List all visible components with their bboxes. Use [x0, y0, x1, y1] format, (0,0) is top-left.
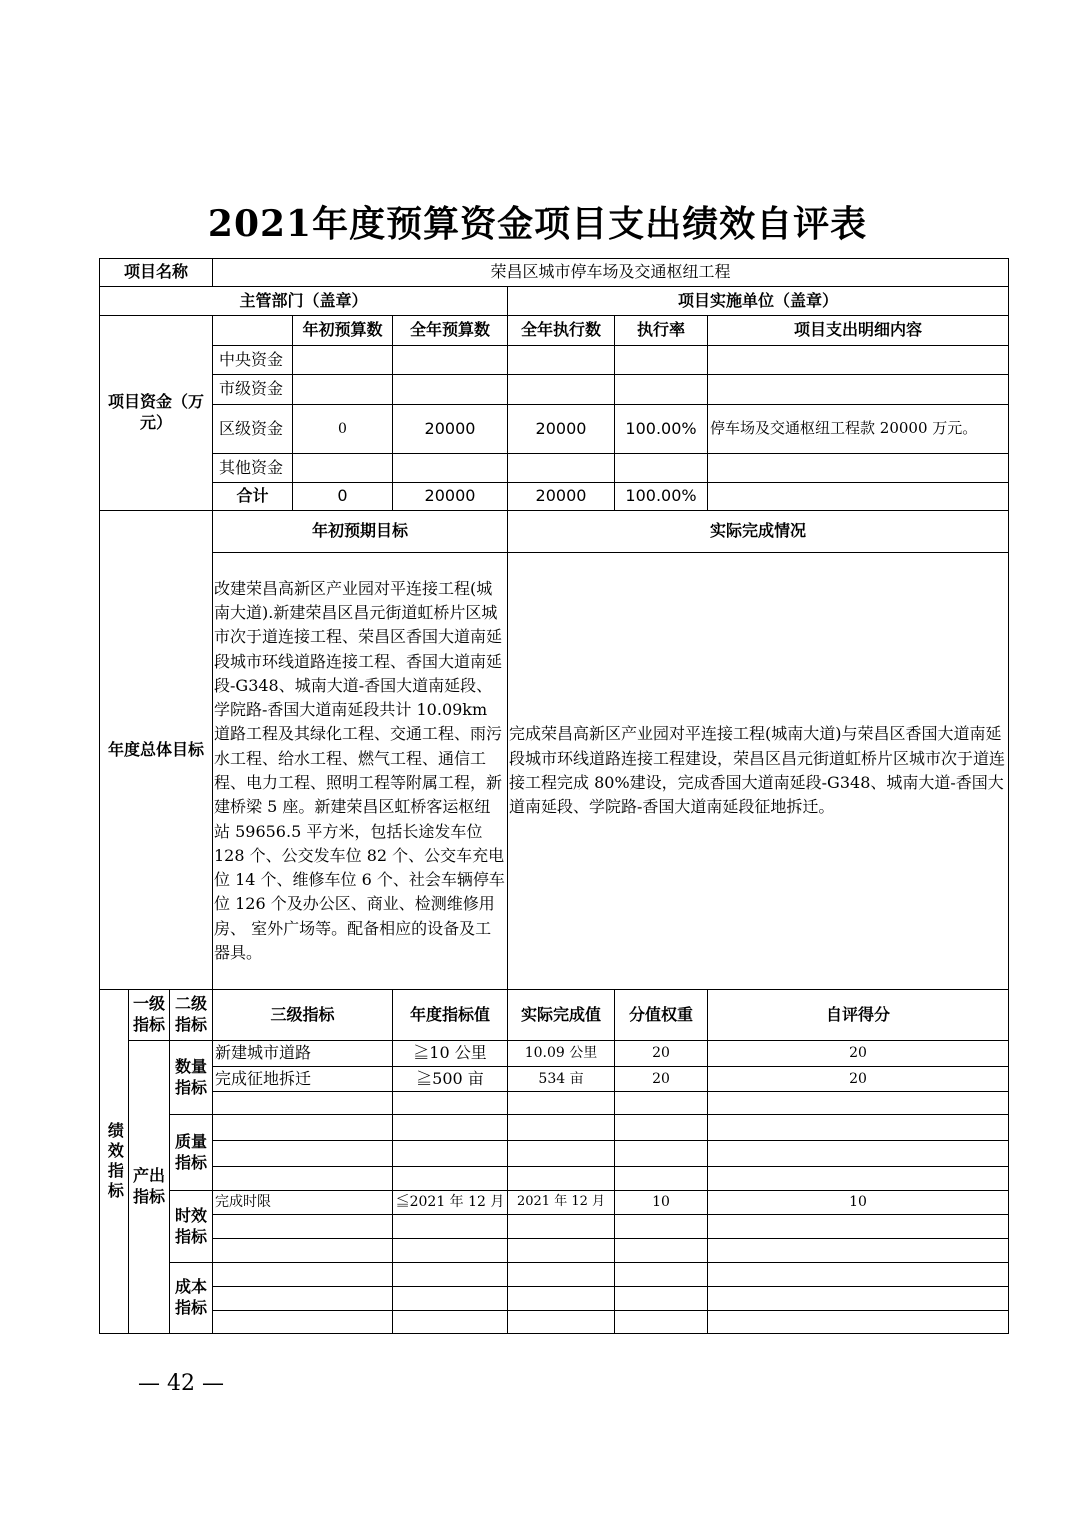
target-header: 年度指标值: [392, 989, 508, 1041]
output-label: 产出指标: [128, 1040, 170, 1334]
project-name-value: 荣昌区城市停车场及交通枢纽工程: [212, 258, 1009, 287]
indicator-target: [392, 1310, 508, 1334]
indicator-target: [392, 1091, 508, 1115]
funds-row-detail: [707, 345, 1009, 375]
funds-row-executed: [507, 374, 615, 405]
funds-row-executed: [507, 453, 615, 483]
indicator-target: ≧500 亩: [392, 1066, 508, 1092]
indicator-actual: [507, 1114, 615, 1141]
funds-row-detail: [707, 482, 1009, 511]
indicator-weight: 20: [614, 1066, 708, 1092]
dept-label: 主管部门（盖章）: [99, 286, 508, 316]
funds-row-initial: 0: [292, 404, 393, 454]
funds-row-detail: 停车场及交通枢纽工程款 20000 万元。: [707, 404, 1009, 454]
perf-label: [99, 989, 129, 1334]
funds-row-executed: 20000: [507, 482, 615, 511]
indicator-name: [212, 1214, 393, 1239]
project-name-label: 项目名称: [99, 258, 213, 287]
indicator-actual: 534 亩: [507, 1066, 615, 1092]
indicator-actual: [507, 1286, 615, 1311]
indicator-target: ≧10 公里: [392, 1040, 508, 1067]
indicator-score: [707, 1238, 1009, 1263]
level1-header: 一级指标: [128, 989, 170, 1041]
indicator-name: [212, 1140, 393, 1167]
annual-goal-label: 年度总体目标: [99, 510, 213, 990]
funds-row-rate: 100.00%: [614, 482, 708, 511]
indicator-actual: [507, 1238, 615, 1263]
indicator-score: [707, 1114, 1009, 1141]
indicator-score: [707, 1262, 1009, 1287]
indicator-actual: [507, 1140, 615, 1167]
group-timeliness-label: 时效指标: [169, 1190, 213, 1263]
funds-row-initial: [292, 453, 393, 483]
funds-row-name: 其他资金: [212, 453, 293, 483]
indicator-name: [212, 1286, 393, 1311]
indicator-name: [212, 1238, 393, 1263]
indicator-target: [392, 1262, 508, 1287]
indicator-weight: [614, 1286, 708, 1311]
funds-row-executed: [507, 345, 615, 375]
indicator-weight: [614, 1214, 708, 1239]
funds-header-annual: 全年预算数: [392, 315, 508, 346]
indicator-score: [707, 1091, 1009, 1115]
evaluation-table: [99, 258, 1009, 1334]
funds-row-detail: [707, 374, 1009, 405]
funds-row-annual: [392, 374, 508, 405]
indicator-score: 20: [707, 1066, 1009, 1092]
funds-header-rate: 执行率: [614, 315, 708, 346]
indicator-score: [707, 1140, 1009, 1167]
indicator-score: 10: [707, 1190, 1009, 1215]
indicator-target: [392, 1166, 508, 1191]
funds-row-rate: 100.00%: [614, 404, 708, 454]
indicator-name: [212, 1114, 393, 1141]
indicator-weight: [614, 1166, 708, 1191]
indicator-target: ≦2021 年 12 月: [392, 1190, 508, 1215]
indicator-name: 完成时限: [212, 1190, 393, 1215]
actual-header: 实际完成值: [507, 989, 615, 1041]
indicator-actual: [507, 1310, 615, 1334]
impl-unit-label: 项目实施单位（盖章）: [507, 286, 1009, 316]
group-cost-label: 成本指标: [169, 1262, 213, 1334]
indicator-score: [707, 1166, 1009, 1191]
indicator-actual: [507, 1262, 615, 1287]
funds-row-executed: 20000: [507, 404, 615, 454]
indicator-score: [707, 1286, 1009, 1311]
goal-initial-header: 年初预期目标: [212, 510, 508, 553]
funds-row-initial: [292, 374, 393, 405]
indicator-name: [212, 1091, 393, 1115]
indicator-name: [212, 1262, 393, 1287]
indicator-actual: [507, 1166, 615, 1191]
funds-row-annual: [392, 453, 508, 483]
funds-row-initial: 0: [292, 482, 393, 511]
funds-row-initial: [292, 345, 393, 375]
indicator-weight: [614, 1310, 708, 1334]
perf-label-text: 绩效指标: [105, 1121, 125, 1202]
funds-row-name: 区级资金: [212, 404, 293, 454]
indicator-weight: [614, 1114, 708, 1141]
group-quality-label: 质量指标: [169, 1114, 213, 1191]
indicator-actual: 2021 年 12 月: [507, 1190, 615, 1215]
indicator-name: [212, 1166, 393, 1191]
indicator-weight: [614, 1091, 708, 1115]
funds-row-name: 市级资金: [212, 374, 293, 405]
indicator-actual: [507, 1091, 615, 1115]
indicator-actual: [507, 1214, 615, 1239]
funds-header-blank: [212, 315, 293, 346]
goal-actual-text-cell: [507, 552, 1009, 990]
goal-actual-text: 完成荣昌高新区产业园对平连接工程(城南大道)与荣昌区香国大道南延段城市环线道路连接工程建设，荣昌区昌元街道虹桥片区城市次于道连接工程完成 80%建设，完成香国大道南延段-G348、城南大道-香国大道南延段、学院路-香国大道南延段征地拆迁。: [509, 724, 1006, 817]
funds-row-name: 中央资金: [212, 345, 293, 375]
funds-row-rate: [614, 374, 708, 405]
funds-row-annual: 20000: [392, 404, 508, 454]
goal-initial-text: 改建荣昌高新区产业园对平连接工程(城南大道).新建荣昌区昌元街道虹桥片区城市次于道连接工程、荣昌区香国大道南延段城市环线道路连接工程、香国大道南延段-G348、城南大道-香国大道南延段、学院路-香国大道南延段共计 10.09km 道路工程及其绿化工程、交通工程、雨污水工程、给水工程、燃气工程、通信工程、电力工程、照明工程等附属工程，新建桥梁 5 座。新建荣昌区虹桥客运枢纽站 59656.5 平方米，包括长途发车位 128 个、公交发车位 82 个、公交车充电位 14 个、维修车位 6 个、社会车辆停车位 126 个及办公区、商业、检测维修用房、 室外广场等。配备相应的设备及工器具。: [214, 578, 505, 963]
goal-initial-text-cell: [212, 552, 508, 990]
indicator-name: [212, 1310, 393, 1334]
indicator-score: [707, 1310, 1009, 1334]
indicator-name: 完成征地拆迁: [212, 1066, 393, 1092]
indicator-name: 新建城市道路: [212, 1040, 393, 1067]
funds-header-executed: 全年执行数: [507, 315, 615, 346]
funds-label: 项目资金（万元）: [99, 315, 213, 511]
indicator-target: [392, 1286, 508, 1311]
indicator-score: 20: [707, 1040, 1009, 1067]
funds-row-annual: 20000: [392, 482, 508, 511]
funds-row-detail: [707, 453, 1009, 483]
goal-actual-header: 实际完成情况: [507, 510, 1009, 553]
indicator-actual: 10.09 公里: [507, 1040, 615, 1067]
indicator-weight: 20: [614, 1040, 708, 1067]
funds-row-annual: [392, 345, 508, 375]
score-header: 自评得分: [707, 989, 1009, 1041]
funds-row-name: 合计: [212, 482, 293, 511]
indicator-score: [707, 1214, 1009, 1239]
group-quantity-label: 数量指标: [169, 1040, 213, 1115]
indicator-weight: 10: [614, 1190, 708, 1215]
indicator-target: [392, 1214, 508, 1239]
page-number: — 42 —: [138, 1371, 224, 1396]
funds-row-rate: [614, 345, 708, 375]
weight-header: 分值权重: [614, 989, 708, 1041]
indicator-weight: [614, 1262, 708, 1287]
funds-row-rate: [614, 453, 708, 483]
indicator-target: [392, 1114, 508, 1141]
indicator-weight: [614, 1140, 708, 1167]
indicator-target: [392, 1238, 508, 1263]
level2-header: 二级指标: [169, 989, 213, 1041]
funds-header-initial: 年初预算数: [292, 315, 393, 346]
level3-header: 三级指标: [212, 989, 393, 1041]
funds-header-detail: 项目支出明细内容: [707, 315, 1009, 346]
indicator-target: [392, 1140, 508, 1167]
page-title: 2021年度预算资金项目支出绩效自评表: [207, 203, 868, 245]
indicator-weight: [614, 1238, 708, 1263]
